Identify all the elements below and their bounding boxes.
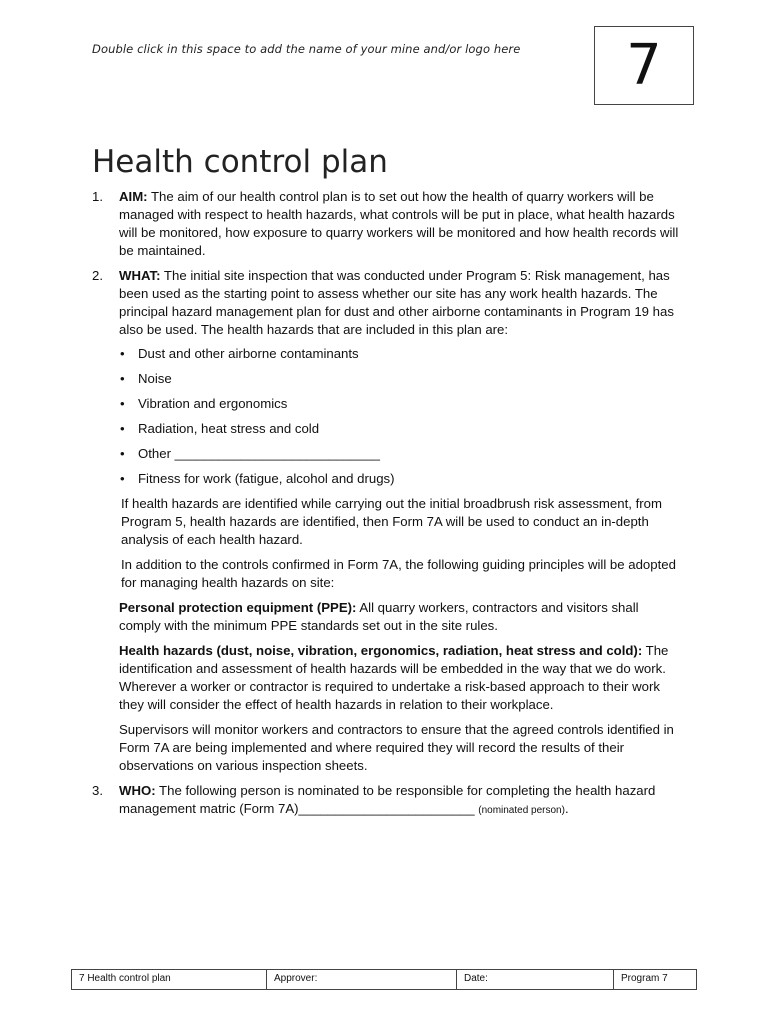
list-item: • Fitness for work (fatigue, alcohol and drugs) [120, 471, 395, 486]
section-label: AIM: [119, 189, 148, 204]
supervisors-paragraph: Supervisors will monitor workers and contractors to ensure that the agreed controls identified in Form 7A are being implemented and where required they will record the results of their observations on various inspection sheets. [119, 722, 674, 773]
section-text: The aim of our health control plan is to set out how the health of quarry workers will be managed with respect to health hazards, what controls will be put in place, what health hazards will be monitored, how exposure to quarry workers will be monitored and how health records will be maintained. [119, 189, 679, 258]
footer-table [71, 969, 697, 990]
list-item: • Noise [120, 371, 172, 386]
program-number: 7 [626, 33, 662, 98]
bullet-icon: • [120, 346, 125, 361]
section-number: 1. [92, 189, 103, 204]
nominated-person-note: (nominated person) [478, 805, 565, 816]
section-what [92, 267, 682, 775]
program-number-box [594, 26, 694, 105]
list-item: • Dust and other airborne contaminants [120, 346, 359, 361]
section-aim [92, 188, 682, 260]
section-text: The initial site inspection that was conducted under Program 5: Risk management, has been used as the starting point to assess whether our site has any work health hazards. The principal hazard management plan for dust and other airborne contaminants in Program 19 has also be used. The health hazards that are included in this plan are: [119, 268, 674, 337]
bullet-icon: • [120, 471, 125, 486]
ppe-paragraph: Personal protection equipment (PPE): All quarry workers, contractors and visitors shall comply with the minimum PPE standards set out in the site rules. [119, 600, 639, 633]
logo-placeholder-note[interactable]: Double click in this space to add the name of your mine and/or logo here [92, 42, 521, 56]
section-label: WHO: [119, 783, 156, 798]
footer-date[interactable]: Date: [457, 970, 614, 989]
paragraph: If health hazards are identified while carrying out the initial broadbrush risk assessment, from Program 5, health hazards are identified, then Form 7A will be used to conduct an in-depth analysis of each health hazard. [121, 496, 662, 547]
paragraph: In addition to the controls confirmed in Form 7A, the following guiding principles will be adopted for managing health hazards on site: [121, 557, 676, 590]
section-number: 2. [92, 268, 103, 283]
bullet-icon: • [120, 396, 125, 411]
page-title: Health control plan [92, 144, 388, 180]
hazard-list [119, 345, 682, 495]
footer-program: Program 7 [621, 973, 668, 984]
section-who: 3. WHO: The following person is nominated to be responsible for completing the health hazard management matric (Form 7A)________________________ (nominated person). [92, 783, 656, 816]
bullet-icon: • [120, 446, 125, 461]
health-hazards-paragraph: Health hazards (dust, noise, vibration, ergonomics, radiation, heat stress and cold): The identification and assessment of health hazards will be embedded in the way that we do work. Wherever a worker or contractor is required to undertake a risk-based approach to their work they will consider the effect of health hazards in relation to their workplace. [119, 643, 669, 712]
bullet-icon: • [120, 371, 125, 386]
list-item-other[interactable]: • Other ____________________________ [120, 446, 381, 461]
section-label: WHAT: [119, 268, 161, 283]
document-body [92, 188, 682, 827]
list-item: • Vibration and ergonomics [120, 396, 288, 411]
section-number: 3. [92, 783, 103, 798]
footer-approver[interactable]: Approver: [267, 970, 457, 989]
bullet-icon: • [120, 421, 125, 436]
section-text: The following person is nominated to be responsible for completing the health hazard management matric (Form 7A)________________________ [119, 783, 656, 816]
list-item: • Radiation, heat stress and cold [120, 421, 320, 436]
footer-doc-title: 7 Health control plan [72, 970, 267, 989]
